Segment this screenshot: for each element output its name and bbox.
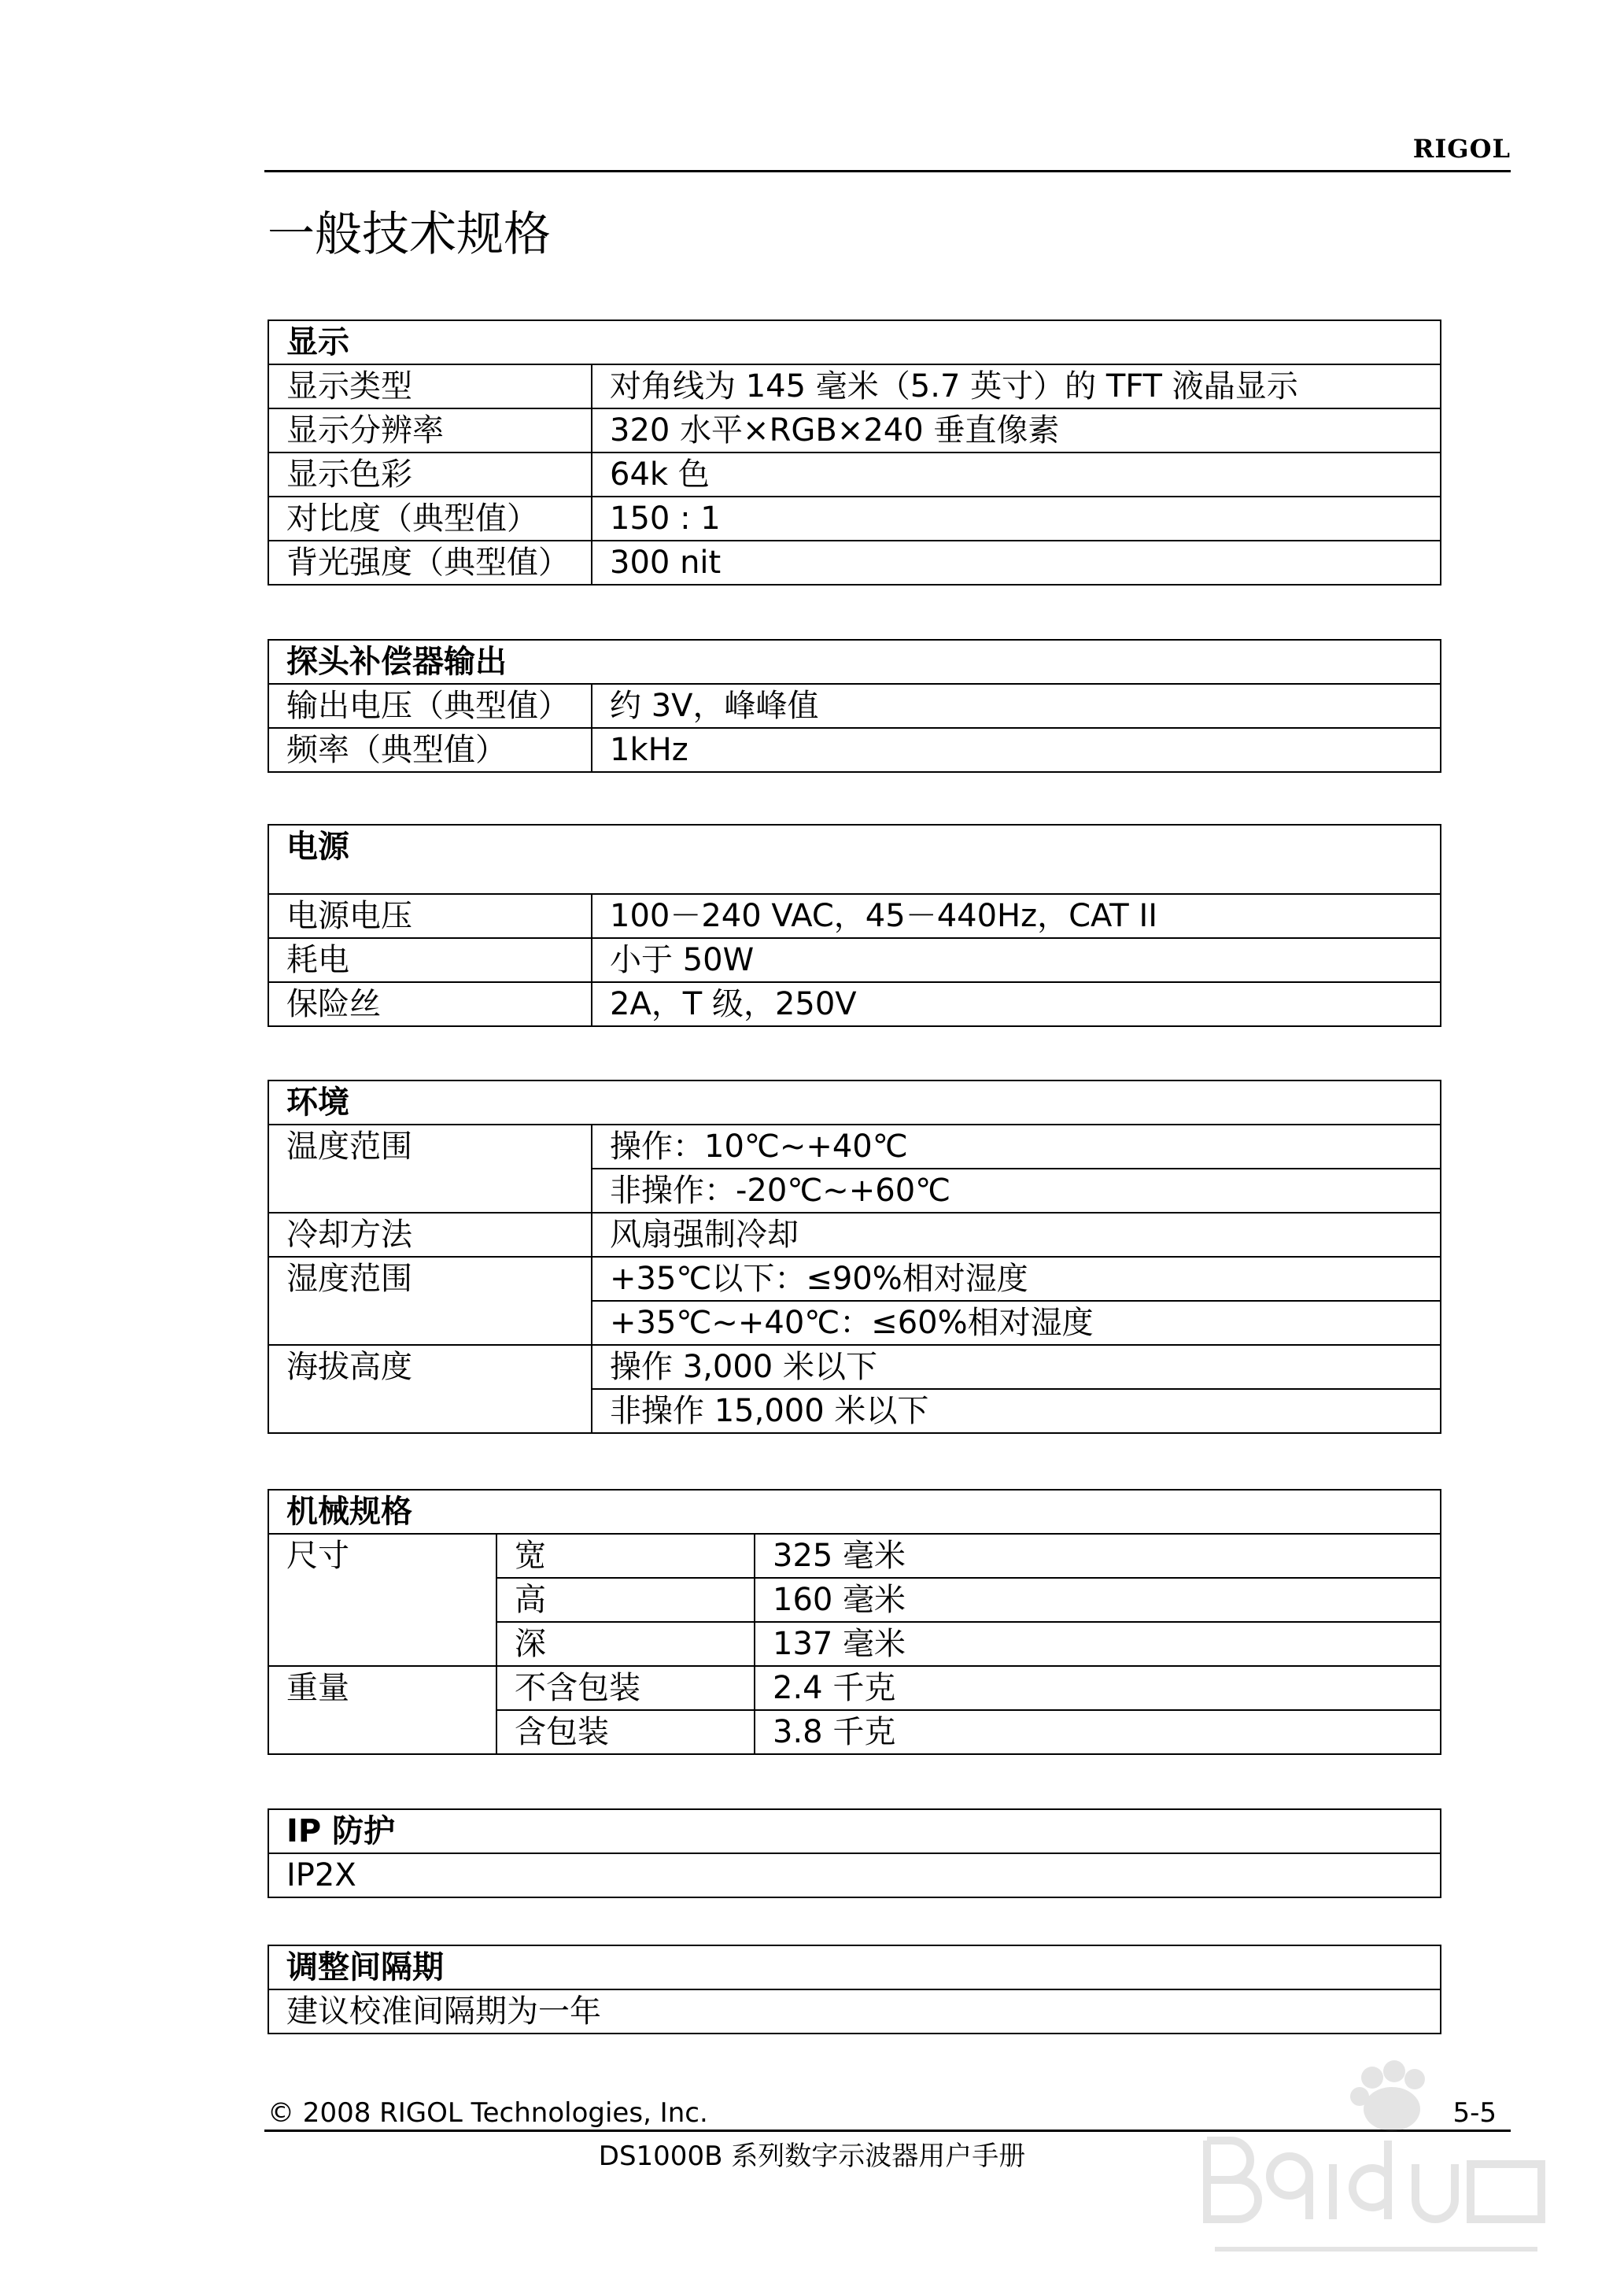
copyright-text: © 2008 RIGOL Technologies, Inc.: [268, 2097, 708, 2129]
spec-label: 显示类型: [268, 364, 592, 408]
spec-value: 建议校准间隔期为一年: [268, 1989, 1441, 2034]
spec-label: 海拔高度: [268, 1345, 592, 1433]
spec-value: 137 毫米: [755, 1622, 1441, 1666]
table-row: [268, 1125, 1441, 1169]
page-number: 5-5: [1452, 2097, 1497, 2129]
manual-title: DS1000B 系列数字示波器用户手册: [598, 2141, 1026, 2172]
spec-value: 325 毫米: [755, 1534, 1441, 1578]
spec-value: IP2X: [268, 1853, 1441, 1897]
spec-label: 温度范围: [268, 1125, 592, 1213]
section-title: 探头补偿器输出: [268, 640, 1441, 684]
mechanical-spec-table: [268, 1489, 1441, 1755]
environment-spec-table: [268, 1080, 1441, 1434]
spec-label: 电源电压: [268, 894, 592, 938]
table-row: [268, 938, 1441, 982]
spec-label: 显示分辨率: [268, 408, 592, 453]
spec-value: 操作 3,000 米以下: [592, 1345, 1441, 1389]
section-title: 机械规格: [268, 1490, 1441, 1534]
page-title: 一般技术规格: [268, 207, 551, 262]
spec-label: 对比度（典型值）: [268, 497, 592, 541]
spec-label: 湿度范围: [268, 1257, 592, 1345]
spec-value: 1kHz: [592, 728, 1441, 772]
section-title: 调整间隔期: [268, 1945, 1441, 1989]
table-row: [268, 1853, 1441, 1897]
spec-value: +35℃以下：≤90%相对湿度: [592, 1257, 1441, 1301]
power-spec-table: [268, 824, 1441, 1027]
probe-spec-table: [268, 639, 1441, 773]
spec-value: 300 nit: [592, 541, 1441, 585]
spec-label: 尺寸: [268, 1534, 496, 1666]
table-row: [268, 1666, 1441, 1710]
table-row: [268, 1345, 1441, 1389]
table-row: [268, 728, 1441, 772]
table-row: [268, 497, 1441, 541]
spec-value: 2.4 千克: [755, 1666, 1441, 1710]
section-title: IP 防护: [268, 1809, 1441, 1853]
spec-value: +35℃~+40℃：≤60%相对湿度: [592, 1301, 1441, 1345]
spec-value: 160 毫米: [755, 1578, 1441, 1622]
section-title: 环境: [268, 1081, 1441, 1125]
spec-value: 3.8 千克: [755, 1710, 1441, 1754]
spec-sublabel: 宽: [496, 1534, 755, 1578]
spec-value: 小于 50W: [592, 938, 1441, 982]
spec-value: 150 : 1: [592, 497, 1441, 541]
spec-sublabel: 高: [496, 1578, 755, 1622]
spec-value: 320 水平×RGB×240 垂直像素: [592, 408, 1441, 453]
spec-sublabel: 含包装: [496, 1710, 755, 1754]
spec-label: 冷却方法: [268, 1213, 592, 1257]
spec-sublabel: 不含包装: [496, 1666, 755, 1710]
display-spec-table: [268, 320, 1441, 586]
spec-value: 2A，T 级，250V: [592, 982, 1441, 1026]
spec-value: 64k 色: [592, 453, 1441, 497]
table-row: [268, 364, 1441, 408]
spec-label: 显示色彩: [268, 453, 592, 497]
table-row: [268, 453, 1441, 497]
spec-value: 操作：10℃~+40℃: [592, 1125, 1441, 1169]
table-row: [268, 894, 1441, 938]
table-row: [268, 541, 1441, 585]
spec-value: 对角线为 145 毫米（5.7 英寸）的 TFT 液晶显示: [592, 364, 1441, 408]
calibration-spec-table: [268, 1945, 1441, 2034]
table-row: [268, 408, 1441, 453]
spec-label: 保险丝: [268, 982, 592, 1026]
table-row: [268, 1989, 1441, 2034]
table-row: [268, 1257, 1441, 1301]
brand-logo: RIGOL: [1412, 134, 1511, 164]
spec-label: 重量: [268, 1666, 496, 1754]
table-row: [268, 1534, 1441, 1578]
spec-value: 非操作 15,000 米以下: [592, 1389, 1441, 1433]
spec-label: 输出电压（典型值）: [268, 684, 592, 728]
table-row: [268, 982, 1441, 1026]
table-row: [268, 684, 1441, 728]
table-row: [268, 1213, 1441, 1257]
header-rule: [264, 170, 1511, 172]
spec-value: 100－240 VAC，45－440Hz，CAT II: [592, 894, 1441, 938]
section-title: 电源: [268, 825, 1441, 894]
spec-label: 耗电: [268, 938, 592, 982]
spec-value: 风扇强制冷却: [592, 1213, 1441, 1257]
ip-spec-table: [268, 1808, 1441, 1898]
spec-value: 非操作：-20℃~+60℃: [592, 1169, 1441, 1213]
spec-sublabel: 深: [496, 1622, 755, 1666]
spec-label: 频率（典型值）: [268, 728, 592, 772]
spec-value: 约 3V，峰峰值: [592, 684, 1441, 728]
spec-label: 背光强度（典型值）: [268, 541, 592, 585]
baidu-watermark-logo: [1191, 2046, 1561, 2274]
section-title: 显示: [268, 320, 1441, 364]
